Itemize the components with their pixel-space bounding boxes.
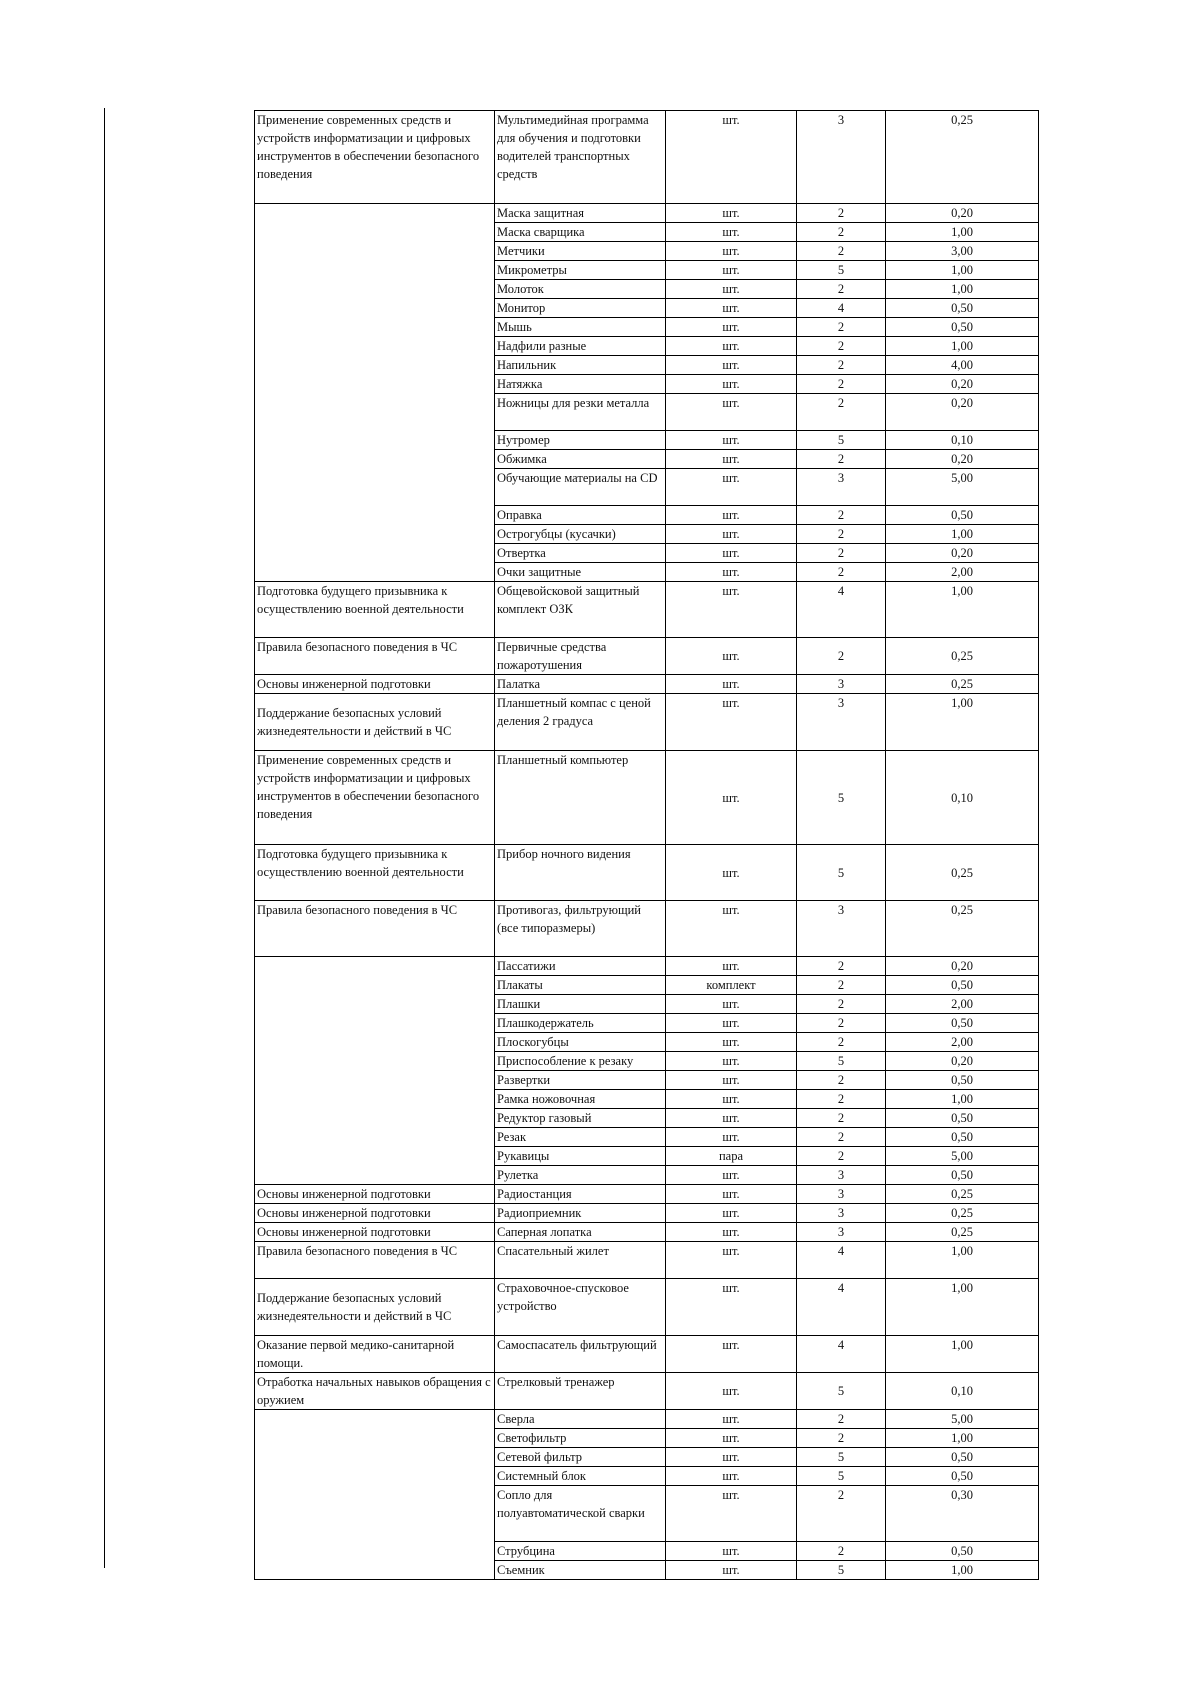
norm-cell: 0,25 — [886, 1223, 1039, 1242]
quantity-cell: 2 — [797, 280, 886, 299]
unit-cell: шт. — [666, 675, 797, 694]
unit-cell: шт. — [666, 1561, 797, 1580]
unit-cell: шт. — [666, 957, 797, 976]
table-row — [255, 751, 1039, 845]
norm-cell: 0,50 — [886, 1014, 1039, 1033]
unit-cell: шт. — [666, 450, 797, 469]
norm-cell: 0,20 — [886, 957, 1039, 976]
item-cell: Маска защитная — [495, 204, 666, 223]
item-cell: Саперная лопатка — [495, 1223, 666, 1242]
item-cell: Приспособление к резаку — [495, 1052, 666, 1071]
item-cell: Натяжка — [495, 375, 666, 394]
item-cell: Светофильтр — [495, 1429, 666, 1448]
norm-cell: 0,10 — [886, 431, 1039, 450]
unit-cell: шт. — [666, 694, 797, 751]
item-cell: Монитор — [495, 299, 666, 318]
unit-cell: шт. — [666, 394, 797, 431]
quantity-cell: 5 — [797, 1052, 886, 1071]
item-cell: Ножницы для резки металла — [495, 394, 666, 431]
norm-cell: 1,00 — [886, 261, 1039, 280]
item-cell: Первичные средства пожаротушения — [495, 638, 666, 675]
section-cell: Основы инженерной подготовки — [255, 1185, 495, 1204]
norm-cell: 0,20 — [886, 375, 1039, 394]
section-cell: Основы инженерной подготовки — [255, 1204, 495, 1223]
item-cell: Плакаты — [495, 976, 666, 995]
norm-cell: 0,20 — [886, 450, 1039, 469]
item-cell: Редуктор газовый — [495, 1109, 666, 1128]
norm-cell: 0,20 — [886, 394, 1039, 431]
quantity-cell: 2 — [797, 506, 886, 525]
unit-cell: шт. — [666, 1166, 797, 1185]
section-cell: Правила безопасного поведения в ЧС — [255, 638, 495, 675]
quantity-cell: 2 — [797, 394, 886, 431]
quantity-cell: 4 — [797, 582, 886, 638]
quantity-cell: 3 — [797, 1223, 886, 1242]
quantity-cell: 5 — [797, 751, 886, 845]
quantity-cell: 2 — [797, 995, 886, 1014]
quantity-cell: 3 — [797, 469, 886, 506]
quantity-cell: 4 — [797, 299, 886, 318]
quantity-cell: 3 — [797, 901, 886, 957]
table-row — [255, 694, 1039, 751]
norm-cell: 0,30 — [886, 1486, 1039, 1542]
quantity-cell: 3 — [797, 675, 886, 694]
item-cell: Радиоприемник — [495, 1204, 666, 1223]
unit-cell: шт. — [666, 544, 797, 563]
unit-cell: шт. — [666, 431, 797, 450]
item-cell: Общевойсковой защитный комплект ОЗК — [495, 582, 666, 638]
quantity-cell: 2 — [797, 1486, 886, 1542]
unit-cell: шт. — [666, 337, 797, 356]
unit-cell: шт. — [666, 638, 797, 675]
item-cell: Молоток — [495, 280, 666, 299]
item-cell: Струбцина — [495, 1542, 666, 1561]
norm-cell: 0,10 — [886, 1373, 1039, 1410]
norm-cell: 1,00 — [886, 1561, 1039, 1580]
item-cell: Обжимка — [495, 450, 666, 469]
unit-cell: шт. — [666, 469, 797, 506]
quantity-cell: 4 — [797, 1336, 886, 1373]
item-cell: Сетевой фильтр — [495, 1448, 666, 1467]
norm-cell: 0,25 — [886, 845, 1039, 901]
quantity-cell: 3 — [797, 1185, 886, 1204]
norm-cell: 2,00 — [886, 563, 1039, 582]
norm-cell: 0,20 — [886, 1052, 1039, 1071]
table-row — [255, 1242, 1039, 1279]
norm-cell: 0,50 — [886, 1448, 1039, 1467]
norm-cell: 0,50 — [886, 1071, 1039, 1090]
norm-cell: 1,00 — [886, 582, 1039, 638]
unit-cell: шт. — [666, 223, 797, 242]
quantity-cell: 5 — [797, 845, 886, 901]
item-cell: Планшетный компьютер — [495, 751, 666, 845]
norm-cell: 1,00 — [886, 223, 1039, 242]
table-row — [255, 1373, 1039, 1410]
table-row — [255, 1336, 1039, 1373]
quantity-cell: 2 — [797, 204, 886, 223]
unit-cell: шт. — [666, 1223, 797, 1242]
norm-cell: 1,00 — [886, 337, 1039, 356]
table-row — [255, 204, 1039, 223]
norm-cell: 0,50 — [886, 1467, 1039, 1486]
section-cell: Поддержание безопасных условий жизнедеятельности и действий в ЧС — [255, 1279, 495, 1336]
unit-cell: шт. — [666, 1336, 797, 1373]
norm-cell: 0,20 — [886, 204, 1039, 223]
equipment-table — [254, 110, 1039, 1580]
item-cell: Плоскогубцы — [495, 1033, 666, 1052]
section-cell: Основы инженерной подготовки — [255, 675, 495, 694]
item-cell: Мышь — [495, 318, 666, 337]
unit-cell: шт. — [666, 299, 797, 318]
quantity-cell: 5 — [797, 1467, 886, 1486]
unit-cell: шт. — [666, 1090, 797, 1109]
item-cell: Мультимедийная программа для обучения и подготовки водителей транспортных средств — [495, 111, 666, 204]
unit-cell: шт. — [666, 582, 797, 638]
norm-cell: 1,00 — [886, 1242, 1039, 1279]
quantity-cell: 2 — [797, 957, 886, 976]
item-cell: Планшетный компас с ценой деления 2 градуса — [495, 694, 666, 751]
quantity-cell: 2 — [797, 1410, 886, 1429]
unit-cell: шт. — [666, 1204, 797, 1223]
norm-cell: 5,00 — [886, 469, 1039, 506]
table-row — [255, 675, 1039, 694]
item-cell: Палатка — [495, 675, 666, 694]
item-cell: Нутромер — [495, 431, 666, 450]
unit-cell: шт. — [666, 111, 797, 204]
norm-cell: 0,10 — [886, 751, 1039, 845]
norm-cell: 0,20 — [886, 544, 1039, 563]
norm-cell: 2,00 — [886, 1033, 1039, 1052]
quantity-cell: 5 — [797, 431, 886, 450]
norm-cell: 0,25 — [886, 901, 1039, 957]
norm-cell: 0,50 — [886, 1542, 1039, 1561]
unit-cell: шт. — [666, 375, 797, 394]
item-cell: Оправка — [495, 506, 666, 525]
norm-cell: 1,00 — [886, 1336, 1039, 1373]
norm-cell: 1,00 — [886, 525, 1039, 544]
norm-cell: 1,00 — [886, 1090, 1039, 1109]
section-cell: Правила безопасного поведения в ЧС — [255, 901, 495, 957]
unit-cell: шт. — [666, 525, 797, 544]
norm-cell: 1,00 — [886, 1279, 1039, 1336]
table-row — [255, 111, 1039, 204]
unit-cell: шт. — [666, 1467, 797, 1486]
item-cell: Рулетка — [495, 1166, 666, 1185]
section-cell — [255, 957, 495, 1185]
item-cell: Страховочное-спусковое устройство — [495, 1279, 666, 1336]
unit-cell: шт. — [666, 242, 797, 261]
unit-cell: шт. — [666, 845, 797, 901]
quantity-cell: 2 — [797, 1147, 886, 1166]
section-cell: Подготовка будущего призывника к осуществлению военной деятельности — [255, 582, 495, 638]
unit-cell: шт. — [666, 1014, 797, 1033]
unit-cell: комплект — [666, 976, 797, 995]
item-cell: Рукавицы — [495, 1147, 666, 1166]
quantity-cell: 2 — [797, 1128, 886, 1147]
unit-cell: шт. — [666, 1128, 797, 1147]
section-cell — [255, 204, 495, 582]
unit-cell: шт. — [666, 280, 797, 299]
quantity-cell: 2 — [797, 375, 886, 394]
item-cell: Острогубцы (кусачки) — [495, 525, 666, 544]
norm-cell: 5,00 — [886, 1410, 1039, 1429]
item-cell: Сопло для полуавтоматической сварки — [495, 1486, 666, 1542]
quantity-cell: 5 — [797, 1373, 886, 1410]
norm-cell: 0,25 — [886, 675, 1039, 694]
quantity-cell: 2 — [797, 1109, 886, 1128]
unit-cell: шт. — [666, 1486, 797, 1542]
unit-cell: шт. — [666, 751, 797, 845]
quantity-cell: 5 — [797, 1561, 886, 1580]
unit-cell: шт. — [666, 995, 797, 1014]
norm-cell: 0,50 — [886, 1166, 1039, 1185]
quantity-cell: 2 — [797, 1014, 886, 1033]
quantity-cell: 4 — [797, 1279, 886, 1336]
section-cell — [255, 1410, 495, 1580]
table-row — [255, 1410, 1039, 1429]
quantity-cell: 2 — [797, 976, 886, 995]
norm-cell: 4,00 — [886, 356, 1039, 375]
unit-cell: шт. — [666, 1109, 797, 1128]
page-margin-line — [104, 108, 105, 1568]
unit-cell: шт. — [666, 1052, 797, 1071]
item-cell: Съемник — [495, 1561, 666, 1580]
section-cell: Оказание первой медико-санитарной помощи. — [255, 1336, 495, 1373]
norm-cell: 5,00 — [886, 1147, 1039, 1166]
unit-cell: шт. — [666, 318, 797, 337]
norm-cell: 2,00 — [886, 995, 1039, 1014]
quantity-cell: 3 — [797, 694, 886, 751]
quantity-cell: 2 — [797, 223, 886, 242]
quantity-cell: 2 — [797, 1542, 886, 1561]
quantity-cell: 2 — [797, 450, 886, 469]
quantity-cell: 2 — [797, 544, 886, 563]
table-row — [255, 957, 1039, 976]
quantity-cell: 5 — [797, 261, 886, 280]
norm-cell: 1,00 — [886, 694, 1039, 751]
norm-cell: 0,50 — [886, 299, 1039, 318]
item-cell: Противогаз, фильтрующий (все типоразмеры) — [495, 901, 666, 957]
unit-cell: пара — [666, 1147, 797, 1166]
unit-cell: шт. — [666, 1033, 797, 1052]
item-cell: Развертки — [495, 1071, 666, 1090]
unit-cell: шт. — [666, 1242, 797, 1279]
norm-cell: 0,50 — [886, 976, 1039, 995]
table-row — [255, 901, 1039, 957]
table-row — [255, 1279, 1039, 1336]
table-row — [255, 638, 1039, 675]
item-cell: Сверла — [495, 1410, 666, 1429]
section-cell: Применение современных средств и устройств информатизации и цифровых инструментов в обеспечении безопасного поведения — [255, 751, 495, 845]
item-cell: Спасательный жилет — [495, 1242, 666, 1279]
norm-cell: 0,25 — [886, 111, 1039, 204]
table-row — [255, 582, 1039, 638]
unit-cell: шт. — [666, 1448, 797, 1467]
norm-cell: 0,25 — [886, 638, 1039, 675]
item-cell: Системный блок — [495, 1467, 666, 1486]
item-cell: Плашкодержатель — [495, 1014, 666, 1033]
unit-cell: шт. — [666, 1410, 797, 1429]
quantity-cell: 3 — [797, 1204, 886, 1223]
norm-cell: 0,25 — [886, 1204, 1039, 1223]
norm-cell: 1,00 — [886, 1429, 1039, 1448]
item-cell: Прибор ночного видения — [495, 845, 666, 901]
norm-cell: 0,50 — [886, 318, 1039, 337]
quantity-cell: 2 — [797, 525, 886, 544]
table-row — [255, 1223, 1039, 1242]
quantity-cell: 2 — [797, 318, 886, 337]
quantity-cell: 4 — [797, 1242, 886, 1279]
unit-cell: шт. — [666, 356, 797, 375]
item-cell: Напильник — [495, 356, 666, 375]
quantity-cell: 2 — [797, 1429, 886, 1448]
quantity-cell: 3 — [797, 111, 886, 204]
unit-cell: шт. — [666, 204, 797, 223]
section-cell: Подготовка будущего призывника к осуществлению военной деятельности — [255, 845, 495, 901]
section-cell: Поддержание безопасных условий жизнедеятельности и действий в ЧС — [255, 694, 495, 751]
quantity-cell: 2 — [797, 1071, 886, 1090]
item-cell: Резак — [495, 1128, 666, 1147]
quantity-cell: 2 — [797, 1033, 886, 1052]
item-cell: Пассатижи — [495, 957, 666, 976]
unit-cell: шт. — [666, 261, 797, 280]
quantity-cell: 2 — [797, 638, 886, 675]
quantity-cell: 2 — [797, 1090, 886, 1109]
unit-cell: шт. — [666, 1542, 797, 1561]
section-cell: Отработка начальных навыков обращения с оружием — [255, 1373, 495, 1410]
unit-cell: шт. — [666, 506, 797, 525]
quantity-cell: 2 — [797, 563, 886, 582]
norm-cell: 0,25 — [886, 1185, 1039, 1204]
section-cell: Правила безопасного поведения в ЧС — [255, 1242, 495, 1279]
item-cell: Микрометры — [495, 261, 666, 280]
item-cell: Маска сварщика — [495, 223, 666, 242]
norm-cell: 0,50 — [886, 1109, 1039, 1128]
unit-cell: шт. — [666, 1185, 797, 1204]
item-cell: Рамка ножовочная — [495, 1090, 666, 1109]
item-cell: Радиостанция — [495, 1185, 666, 1204]
item-cell: Плашки — [495, 995, 666, 1014]
norm-cell: 3,00 — [886, 242, 1039, 261]
quantity-cell: 3 — [797, 1166, 886, 1185]
section-cell: Применение современных средств и устройств информатизации и цифровых инструментов в обеспечении безопасного поведения — [255, 111, 495, 204]
item-cell: Стрелковый тренажер — [495, 1373, 666, 1410]
quantity-cell: 2 — [797, 242, 886, 261]
item-cell: Метчики — [495, 242, 666, 261]
section-cell: Основы инженерной подготовки — [255, 1223, 495, 1242]
table-row — [255, 845, 1039, 901]
quantity-cell: 2 — [797, 337, 886, 356]
unit-cell: шт. — [666, 1373, 797, 1410]
item-cell: Надфили разные — [495, 337, 666, 356]
unit-cell: шт. — [666, 901, 797, 957]
norm-cell: 1,00 — [886, 280, 1039, 299]
unit-cell: шт. — [666, 563, 797, 582]
item-cell: Обучающие материалы на CD — [495, 469, 666, 506]
item-cell: Очки защитные — [495, 563, 666, 582]
norm-cell: 0,50 — [886, 1128, 1039, 1147]
unit-cell: шт. — [666, 1429, 797, 1448]
norm-cell: 0,50 — [886, 506, 1039, 525]
unit-cell: шт. — [666, 1071, 797, 1090]
quantity-cell: 5 — [797, 1448, 886, 1467]
equipment-table-body — [255, 111, 1039, 1580]
unit-cell: шт. — [666, 1279, 797, 1336]
table-row — [255, 1185, 1039, 1204]
item-cell: Самоспасатель фильтрующий — [495, 1336, 666, 1373]
quantity-cell: 2 — [797, 356, 886, 375]
item-cell: Отвертка — [495, 544, 666, 563]
table-row — [255, 1204, 1039, 1223]
